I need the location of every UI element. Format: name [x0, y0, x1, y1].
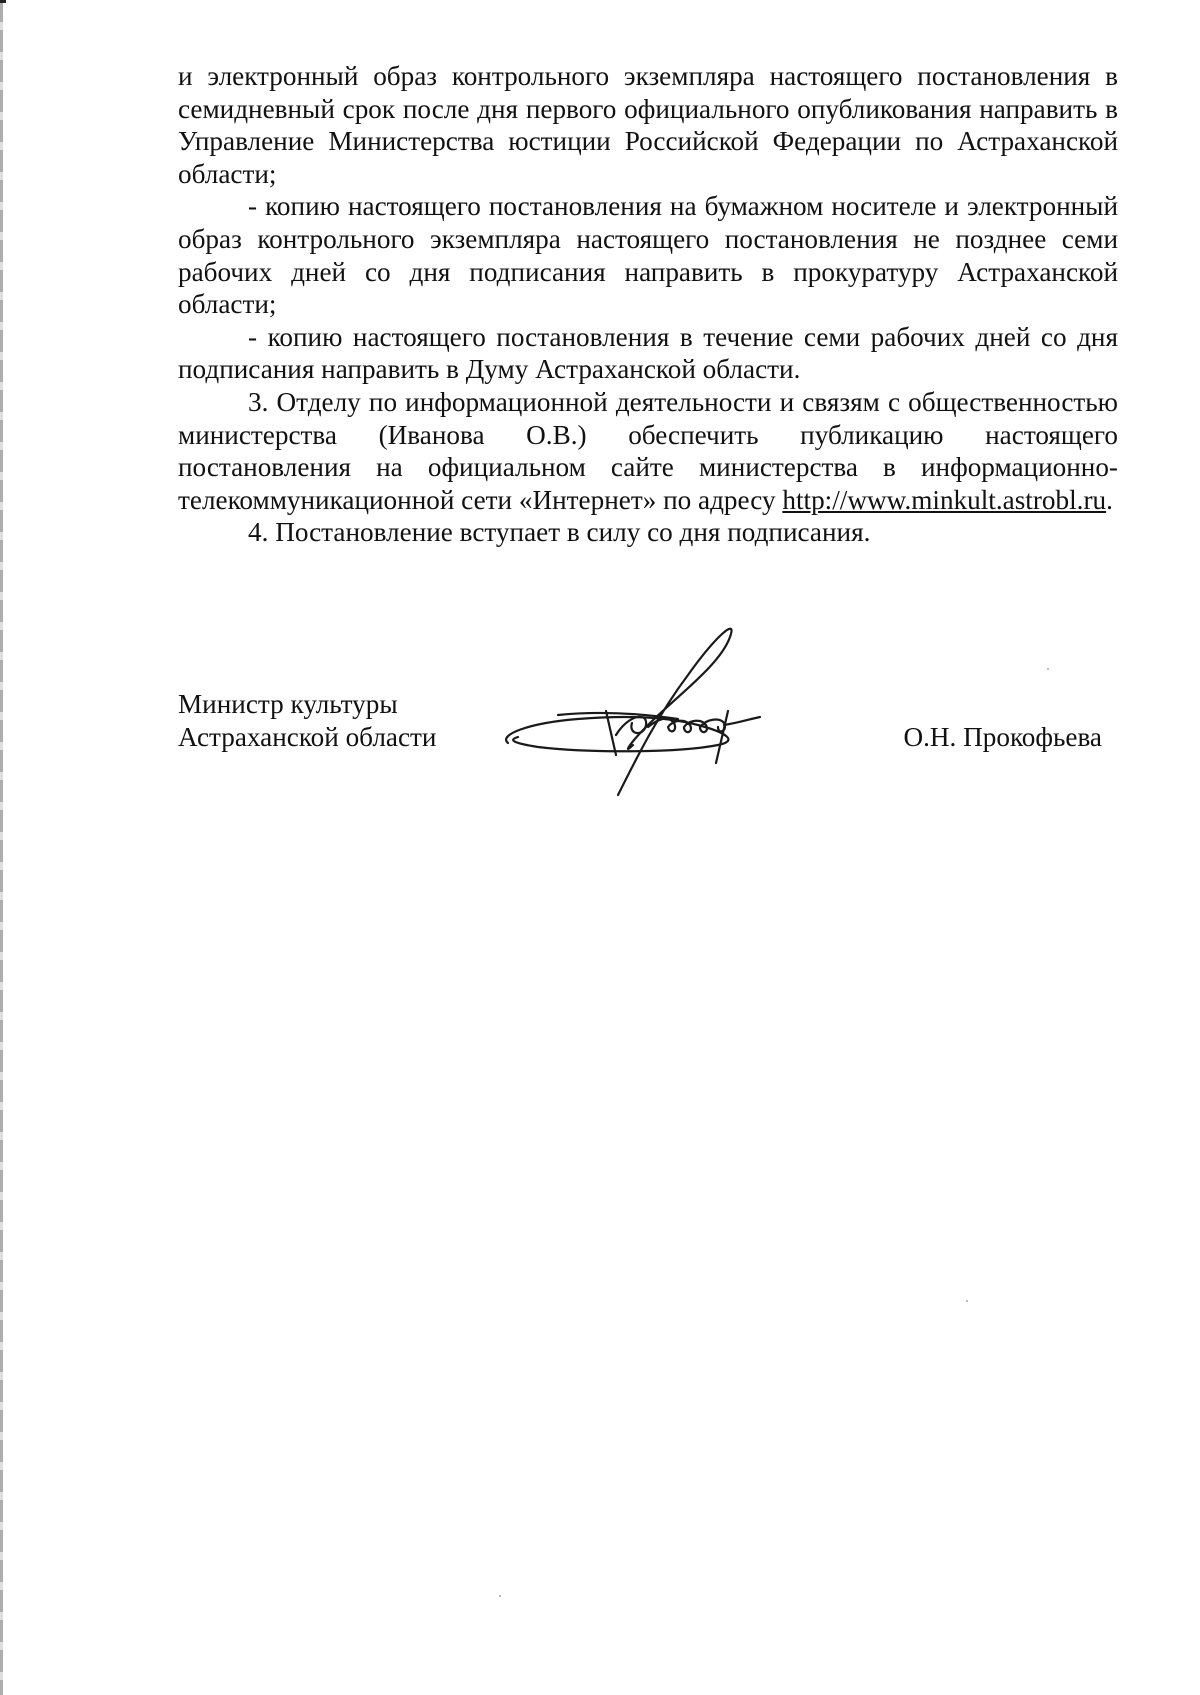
signer-title-line2: Астраханской области — [178, 722, 437, 752]
paragraph-effective-date: 4. Постановление вступает в силу со дня подписания. — [248, 517, 871, 548]
paragraph-duma: - копию настоящего постановления в течение семи рабочих дней со дня подписания направить в Думу Астраханской области. — [178, 321, 1118, 385]
scan-speck — [966, 1300, 968, 1302]
publication-text: 3. Отделу по информационной деятельности и связям с общественностью министерства (Иванова О.В.) обеспечить публикацию настоящего постановления на официальном сайте министерства в информационно-телекоммуникационной сети «Интернет» по адресу — [178, 386, 1118, 515]
signer-title — [178, 688, 436, 754]
signer-name: О.Н. Прокофьева — [903, 722, 1102, 752]
paragraph-publication — [178, 386, 1118, 516]
scan-corner-mark — [0, 0, 6, 3]
scan-speck — [1047, 668, 1049, 670]
document-body — [178, 60, 1118, 549]
ministry-website-link[interactable]: http://www.minkult.astrobl.ru — [782, 484, 1107, 515]
scan-speck — [499, 1595, 501, 1597]
paragraph-justice-ministry: и электронный образ контрольного экземпляра настоящего постановления в семидневный срок после дня первого официального опубликования направить в Управление Министерства юстиции Российской Федерации по Астраханской области; — [178, 61, 1118, 189]
signature-block — [178, 688, 1118, 808]
signer-title-line1: Министр культуры — [178, 689, 398, 719]
publication-end: . — [1106, 484, 1113, 515]
paragraph-prosecutor: - копию настоящего постановления на бумажном носителе и электронный образ контрольного экземпляра настоящего постановления не позднее семи рабочих дней со дня подписания направить в прокуратуру Астраханской области; — [178, 191, 1118, 320]
scan-edge — [0, 0, 3, 1695]
